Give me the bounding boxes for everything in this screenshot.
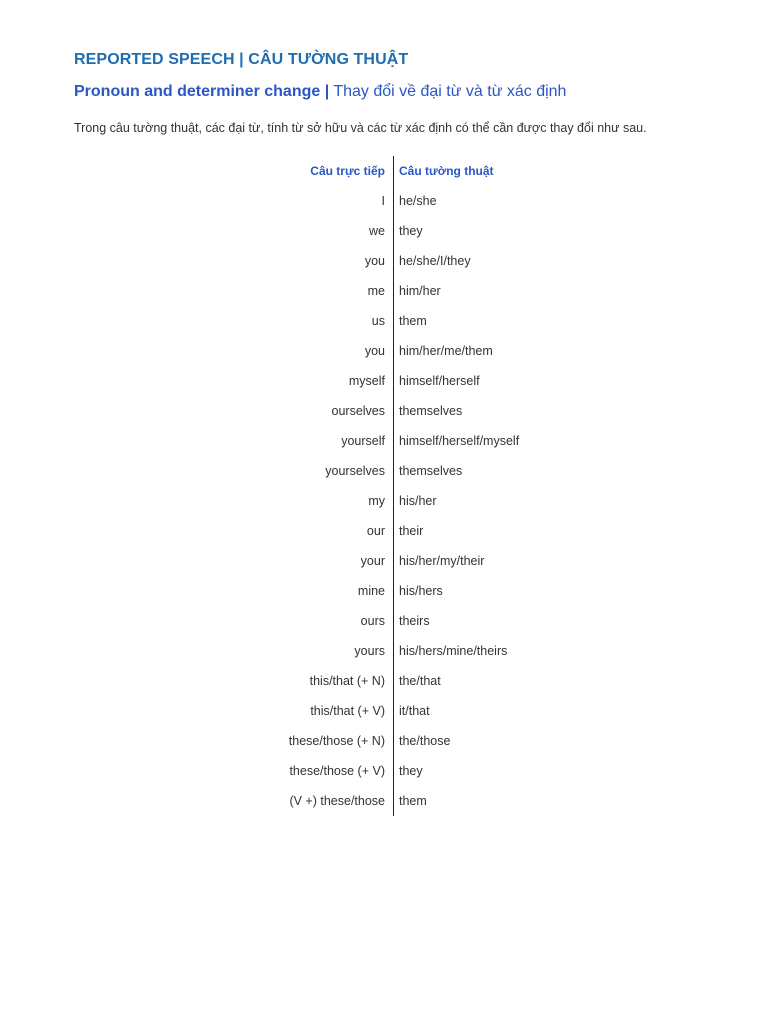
cell-reported: his/her — [399, 494, 437, 508]
cell-reported: it/that — [399, 704, 430, 718]
table-row — [200, 486, 600, 516]
cell-direct: myself — [348, 374, 385, 388]
cell-direct: our — [366, 524, 385, 538]
table-row — [200, 186, 600, 216]
table-row — [200, 336, 600, 366]
cell-reported: they — [399, 224, 423, 238]
table-row — [200, 576, 600, 606]
table-row — [200, 696, 600, 726]
table-row — [200, 516, 600, 546]
cell-reported: he/she — [399, 194, 437, 208]
table-row — [200, 756, 600, 786]
cell-reported: they — [399, 764, 423, 778]
table-row — [200, 546, 600, 576]
cell-direct: these/those (+ N) — [288, 734, 385, 748]
cell-reported: theirs — [399, 614, 430, 628]
table-row — [200, 276, 600, 306]
cell-reported: himself/herself — [399, 374, 480, 388]
cell-direct: yourself — [341, 434, 385, 448]
cell-direct: this/that (+ N) — [309, 674, 385, 688]
section-subtitle — [74, 83, 566, 101]
cell-direct: mine — [357, 584, 385, 598]
cell-direct: these/those (+ V) — [289, 764, 385, 778]
table-row — [200, 456, 600, 486]
cell-reported: them — [399, 314, 427, 328]
table-row — [200, 306, 600, 336]
cell-direct: this/that (+ V) — [310, 704, 385, 718]
cell-direct: us — [371, 314, 385, 328]
cell-direct: yourselves — [325, 464, 385, 478]
cell-direct: me — [367, 284, 385, 298]
cell-direct: ours — [360, 614, 385, 628]
table-header-row — [200, 156, 600, 186]
cell-reported: themselves — [399, 464, 463, 478]
table-row — [200, 216, 600, 246]
table-row — [200, 246, 600, 276]
cell-reported: him/her/me/them — [399, 344, 493, 358]
header-reported: Câu tường thuật — [399, 164, 494, 178]
cell-direct: my — [368, 494, 385, 508]
pronoun-change-table — [200, 156, 600, 816]
table-row — [200, 786, 600, 816]
cell-reported: his/hers/mine/theirs — [399, 644, 508, 658]
cell-reported: his/hers — [399, 584, 443, 598]
cell-direct: you — [364, 254, 385, 268]
cell-reported: his/her/my/their — [399, 554, 485, 568]
subtitle-vietnamese: Thay đổi về đại từ và từ xác định — [329, 83, 567, 100]
cell-direct: you — [364, 344, 385, 358]
cell-reported: he/she/I/they — [399, 254, 471, 268]
table-row — [200, 666, 600, 696]
table-row — [200, 726, 600, 756]
cell-direct: your — [360, 554, 385, 568]
table-row — [200, 636, 600, 666]
cell-direct: yours — [354, 644, 385, 658]
table-row — [200, 366, 600, 396]
cell-reported: the/those — [399, 734, 451, 748]
header-direct: Câu trực tiếp — [310, 164, 385, 178]
cell-reported: themselves — [399, 404, 463, 418]
cell-reported: them — [399, 794, 427, 808]
intro-paragraph: Trong câu tường thuật, các đại từ, tính từ sở hữu và các từ xác định có thể cần được thay đổi như sau. — [74, 121, 647, 135]
table-body — [200, 186, 600, 816]
cell-direct: (V +) these/those — [289, 794, 385, 808]
cell-reported: their — [399, 524, 424, 538]
cell-direct: ourselves — [331, 404, 385, 418]
subtitle-english: Pronoun and determiner change | — [74, 83, 330, 100]
cell-direct: we — [369, 224, 385, 238]
table-row — [200, 426, 600, 456]
table-row — [200, 606, 600, 636]
table-row — [200, 396, 600, 426]
cell-direct: I — [381, 194, 385, 208]
cell-reported: the/that — [399, 674, 441, 688]
cell-reported: himself/herself/myself — [399, 434, 520, 448]
cell-reported: him/her — [399, 284, 441, 298]
page-title: REPORTED SPEECH | CÂU TƯỜNG THUẬT — [74, 51, 409, 68]
